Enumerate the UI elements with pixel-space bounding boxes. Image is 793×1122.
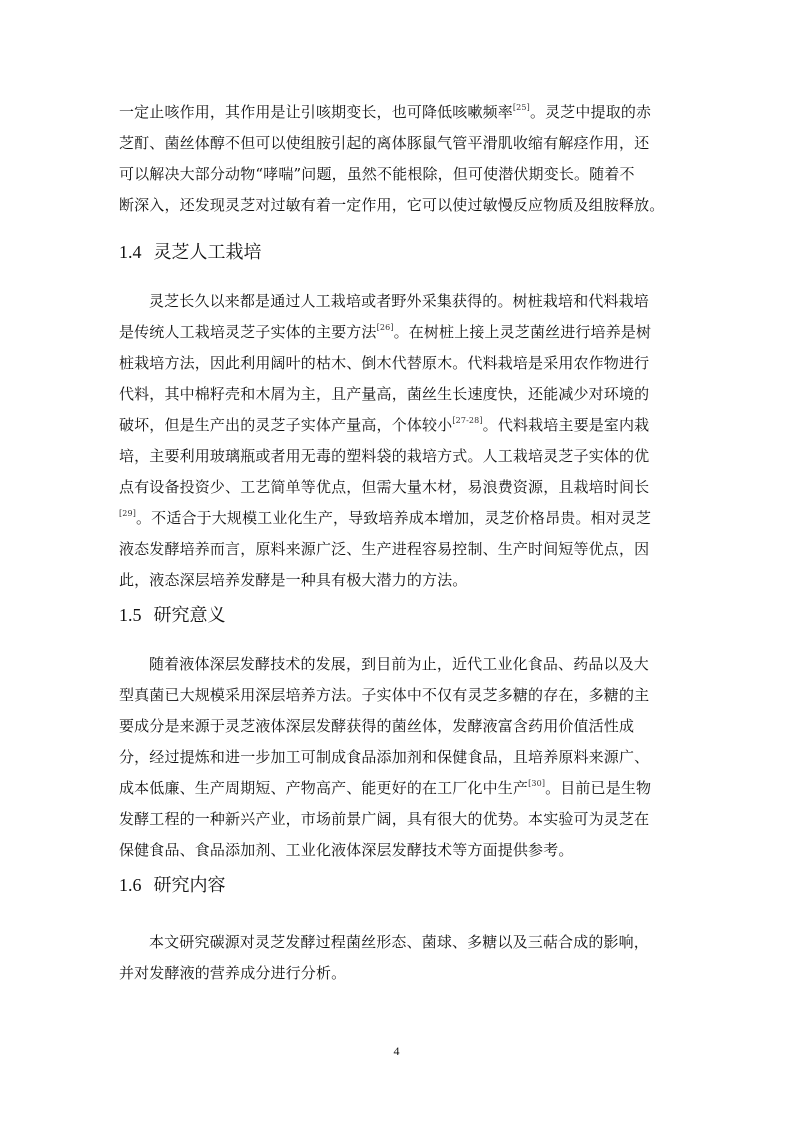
text-line: 一定止咳作用，其作用是让引咳期变长，也可降低咳嗽频率[25]。灵芝中提取的赤 [119,103,652,121]
text-line: 灵芝长久以来都是通过人工栽培或者野外采集获得的。树桩栽培和代料栽培 [149,292,649,310]
citation-ref: [26] [376,323,394,332]
paragraph-cultivation [119,286,675,596]
text-line: 此，液态深层培养发酵是一种具有极大潜力的方法。 [119,571,468,589]
text-line: 并对发酵液的营养成分进行分析。 [119,964,347,982]
page-number: 4 [393,1044,400,1058]
text-line: 分，经过提炼和进一步加工可制成食品添加剂和保健食品，且培养原料来源广、 [119,748,650,766]
text-line: 随着液体深层发酵技术的发展，到目前为止，近代工业化食品、药品以及大 [149,655,649,673]
text-line: 型真菌已大规模采用深层培养方法。子实体中不仅有灵芝多糖的存在，多糖的主 [119,686,650,704]
text-line: 发酵工程的一种新兴产业，市场前景广阔，具有很大的优势。本实验可为灵芝在 [119,810,650,828]
citation-ref: [30] [528,779,546,788]
citation-ref: [25] [512,103,530,112]
text-line: 保健食品、食品添加剂、工业化液体深层发酵技术等方面提供参考。 [119,841,574,859]
section-title: 研究意义 [153,605,226,626]
text-line: 是传统人工栽培灵芝子实体的主要方法[26]。在树桩上接上灵芝菌丝进行培养是树 [119,323,652,341]
text-line: 液态发酵培养而言，原料来源广泛、生产进程容易控制、生产时间短等优点，因 [119,540,650,558]
text-line: 点有设备投资少、工艺简单等优点，但需大量木材，易浪费资源，且栽培时间长 [119,478,650,496]
section-number: 1.4 [119,242,142,262]
section-number: 1.6 [119,875,142,895]
text-line: 桩栽培方法，因此利用阔叶的枯木、倒木代替原木。代料栽培是采用农作物进行 [119,354,650,372]
text-line: 成本低廉、生产周期短、产物高产、能更好的在工厂化中生产[30]。目前已是生物 [119,779,652,797]
section-title: 研究内容 [153,875,226,896]
text-line: 代料，其中棉籽壳和木屑为主，且产量高，菌丝生长速度快，还能减少对环境的 [119,385,650,403]
text-line: 芝酊、菌丝体醇不但可以使组胺引起的离体豚鼠气管平滑肌收缩有解痉作用，还 [119,134,650,152]
citation-ref: [27-28] [452,416,483,425]
text-line: 要成分是来源于灵芝液体深层发酵获得的菌丝体，发酵液富含药用价值活性成 [119,717,635,735]
text-line: 培，主要利用玻璃瓶或者用无毒的塑料袋的栽培方式。人工栽培灵芝子实体的优 [119,447,650,465]
section-heading-1-4 [119,240,262,265]
text-line: 本文研究碳源对灵芝发酵过程菌丝形态、菌球、多糖以及三萜合成的影响， [149,933,649,951]
text-line: [29]。不适合于大规模工业化生产，导致培养成本增加，灵芝价格昂贵。相对灵芝 [119,509,652,527]
text-line: 断深入，还发现灵芝对过敏有着一定作用，它可以使过敏慢反应物质及组胺释放。 [119,196,665,214]
text-line: 可以解决大部分动物“哮喘”问题，虽然不能根除，但可使潜伏期变长。随着不 [119,165,635,183]
section-number: 1.5 [119,605,142,625]
text-line: 破坏，但是生产出的灵芝子实体产量高，个体较小[27-28]。代料栽培主要是室内栽 [119,416,650,434]
paragraph-significance [119,649,675,866]
paragraph-antitussive [119,97,675,221]
section-heading-1-6 [119,873,226,898]
section-heading-1-5 [119,603,226,628]
citation-ref: [29] [119,509,137,518]
paragraph-content [119,927,675,989]
section-title: 灵芝人工栽培 [153,242,262,263]
